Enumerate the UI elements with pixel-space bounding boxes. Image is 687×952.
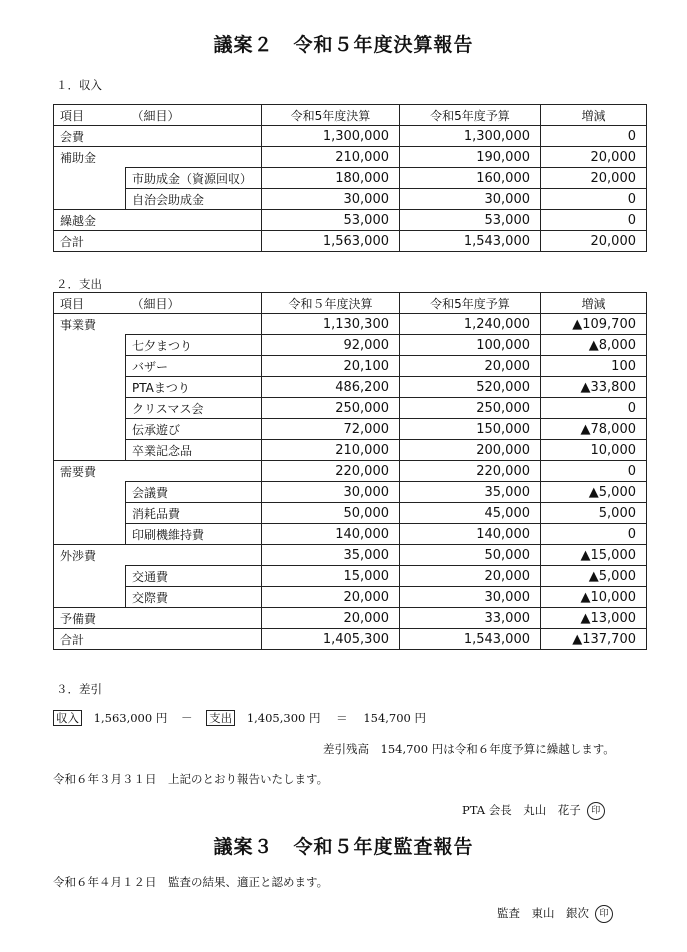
diff-value-cell: 10,000 (541, 440, 647, 461)
budget-value-cell: 30,000 (400, 189, 541, 210)
category-cell (54, 587, 126, 608)
budget-value-cell: 45,000 (400, 503, 541, 524)
category-cell: 合計 (54, 231, 126, 252)
seal-stamp-icon: 印 (587, 802, 605, 820)
table-row (54, 482, 647, 503)
category-cell (54, 482, 126, 503)
expense-header-diff: 増減 (541, 293, 647, 314)
income-header-subitem: （細目） (126, 105, 262, 126)
diff-value-cell: 20,000 (541, 231, 647, 252)
page-title-audit: 議案３ 令和５年度監査報告 (213, 836, 474, 858)
actual-value-cell: 30,000 (262, 482, 400, 503)
budget-value-cell: 200,000 (400, 440, 541, 461)
budget-value-cell: 1,543,000 (400, 231, 541, 252)
diff-value-cell: ▲78,000 (541, 419, 647, 440)
diff-value-cell: ▲13,000 (541, 608, 647, 629)
subitem-cell (126, 461, 262, 482)
subitem-cell (126, 314, 262, 335)
subitem-cell (126, 629, 262, 650)
expense-header-budget: 令和5年度予算 (400, 293, 541, 314)
income-header-item: 項目 (54, 105, 126, 126)
diff-value-cell: 0 (541, 524, 647, 545)
budget-value-cell: 190,000 (400, 147, 541, 168)
budget-value-cell: 520,000 (400, 377, 541, 398)
category-cell: 合計 (54, 629, 126, 650)
actual-value-cell: 210,000 (262, 147, 400, 168)
actual-value-cell: 20,000 (262, 608, 400, 629)
budget-value-cell: 30,000 (400, 587, 541, 608)
subitem-cell: PTAまつり (126, 377, 262, 398)
actual-value-cell: 250,000 (262, 398, 400, 419)
subitem-cell (126, 126, 262, 147)
expense-header-item: 項目 (54, 293, 126, 314)
table-row (54, 168, 647, 189)
subitem-cell (126, 608, 262, 629)
actual-value-cell: 210,000 (262, 440, 400, 461)
actual-value-cell: 53,000 (262, 210, 400, 231)
diff-value-cell: 0 (541, 398, 647, 419)
table-row (54, 629, 647, 650)
expense-header-subitem: （細目） (126, 293, 262, 314)
table-row (54, 377, 647, 398)
diff-value-cell: ▲33,800 (541, 377, 647, 398)
diff-value-cell: 20,000 (541, 168, 647, 189)
table-row (54, 314, 647, 335)
subitem-cell (126, 147, 262, 168)
table-row (54, 440, 647, 461)
income-header-actual: 令和5年度決算 (262, 105, 400, 126)
auditor-signature: 監査 東山 銀次 (497, 906, 589, 920)
table-row (54, 524, 647, 545)
actual-value-cell: 35,000 (262, 545, 400, 566)
section-income-heading: １．収入 (56, 78, 102, 92)
subitem-cell: 会議費 (126, 482, 262, 503)
president-signature-line (462, 802, 605, 820)
expense-header-actual: 令和５年度決算 (262, 293, 400, 314)
table-row (54, 231, 647, 252)
diff-value-cell: 20,000 (541, 147, 647, 168)
expense-table (53, 292, 647, 650)
subitem-cell: クリスマス会 (126, 398, 262, 419)
budget-value-cell: 250,000 (400, 398, 541, 419)
table-row (54, 189, 647, 210)
auditor-signature-line (497, 905, 613, 923)
actual-value-cell: 15,000 (262, 566, 400, 587)
table-row (54, 398, 647, 419)
table-row (54, 335, 647, 356)
diff-value-cell: ▲5,000 (541, 482, 647, 503)
budget-value-cell: 20,000 (400, 566, 541, 587)
actual-value-cell: 486,200 (262, 377, 400, 398)
diff-value-cell: ▲109,700 (541, 314, 647, 335)
table-row (54, 608, 647, 629)
subitem-cell (126, 231, 262, 252)
actual-value-cell: 140,000 (262, 524, 400, 545)
subitem-cell: 伝承遊び (126, 419, 262, 440)
category-cell: 事業費 (54, 314, 126, 335)
actual-value-cell: 1,405,300 (262, 629, 400, 650)
category-cell (54, 524, 126, 545)
subitem-cell: 卒業記念品 (126, 440, 262, 461)
actual-value-cell: 72,000 (262, 419, 400, 440)
subitem-cell: 印刷機維持費 (126, 524, 262, 545)
diff-value-cell: 0 (541, 189, 647, 210)
budget-value-cell: 50,000 (400, 545, 541, 566)
balance-note: 差引残高 154,700 円は令和６年度予算に繰越します。 (323, 742, 615, 756)
category-cell (54, 189, 126, 210)
category-cell: 会費 (54, 126, 126, 147)
subitem-cell: 交際費 (126, 587, 262, 608)
subitem-cell: 消耗品費 (126, 503, 262, 524)
actual-value-cell: 50,000 (262, 503, 400, 524)
income-header-row (54, 105, 647, 126)
balance-calculation (53, 710, 426, 726)
budget-value-cell: 160,000 (400, 168, 541, 189)
seal-stamp-icon: 印 (595, 905, 613, 923)
budget-value-cell: 150,000 (400, 419, 541, 440)
minus-sign: － (181, 711, 193, 725)
category-cell (54, 168, 126, 189)
subitem-cell: 市助成金（資源回収） (126, 168, 262, 189)
category-cell (54, 566, 126, 587)
diff-value-cell: ▲137,700 (541, 629, 647, 650)
table-row (54, 126, 647, 147)
diff-value-cell: 100 (541, 356, 647, 377)
section-expense-heading: ２．支出 (56, 277, 102, 291)
category-cell (54, 398, 126, 419)
table-row (54, 461, 647, 482)
budget-value-cell: 53,000 (400, 210, 541, 231)
actual-value-cell: 20,100 (262, 356, 400, 377)
diff-value-cell: 5,000 (541, 503, 647, 524)
budget-value-cell: 20,000 (400, 356, 541, 377)
subitem-cell (126, 545, 262, 566)
category-cell (54, 335, 126, 356)
table-row (54, 503, 647, 524)
category-cell (54, 503, 126, 524)
president-signature: PTA 会長 丸山 花子 (462, 803, 581, 817)
diff-value-cell: 0 (541, 210, 647, 231)
diff-value-cell: ▲8,000 (541, 335, 647, 356)
balance-result: 154,700 円 (363, 711, 427, 725)
diff-value-cell: ▲5,000 (541, 566, 647, 587)
actual-value-cell: 20,000 (262, 587, 400, 608)
actual-value-cell: 1,130,300 (262, 314, 400, 335)
actual-value-cell: 30,000 (262, 189, 400, 210)
actual-value-cell: 180,000 (262, 168, 400, 189)
income-total: 1,563,000 円 (93, 711, 168, 725)
table-row (54, 147, 647, 168)
expense-label: 支出 (206, 710, 235, 726)
expense-total: 1,405,300 円 (246, 711, 321, 725)
category-cell (54, 356, 126, 377)
diff-value-cell: 0 (541, 126, 647, 147)
budget-value-cell: 140,000 (400, 524, 541, 545)
income-label: 収入 (53, 710, 82, 726)
budget-value-cell: 35,000 (400, 482, 541, 503)
report-date-line: 令和６年３月３１日 上記のとおり報告いたします。 (53, 772, 329, 786)
budget-value-cell: 1,543,000 (400, 629, 541, 650)
budget-value-cell: 100,000 (400, 335, 541, 356)
category-cell: 需要費 (54, 461, 126, 482)
subitem-cell: 交通費 (126, 566, 262, 587)
table-row (54, 419, 647, 440)
actual-value-cell: 1,300,000 (262, 126, 400, 147)
table-row (54, 356, 647, 377)
expense-header-row (54, 293, 647, 314)
category-cell: 補助金 (54, 147, 126, 168)
table-row (54, 545, 647, 566)
audit-line: 令和６年４月１２日 監査の結果、適正と認めます。 (53, 875, 329, 889)
income-header-budget: 令和5年度予算 (400, 105, 541, 126)
subitem-cell: 七夕まつり (126, 335, 262, 356)
category-cell (54, 377, 126, 398)
diff-value-cell: ▲10,000 (541, 587, 647, 608)
category-cell: 繰越金 (54, 210, 126, 231)
table-row (54, 210, 647, 231)
subitem-cell (126, 210, 262, 231)
equals-sign: ＝ (336, 711, 348, 725)
budget-value-cell: 1,300,000 (400, 126, 541, 147)
table-row (54, 566, 647, 587)
actual-value-cell: 92,000 (262, 335, 400, 356)
category-cell (54, 440, 126, 461)
category-cell: 外渉費 (54, 545, 126, 566)
category-cell (54, 419, 126, 440)
income-header-diff: 増減 (541, 105, 647, 126)
diff-value-cell: ▲15,000 (541, 545, 647, 566)
budget-value-cell: 1,240,000 (400, 314, 541, 335)
budget-value-cell: 220,000 (400, 461, 541, 482)
actual-value-cell: 220,000 (262, 461, 400, 482)
page-title-settlement: 議案２ 令和５年度決算報告 (213, 34, 474, 56)
budget-value-cell: 33,000 (400, 608, 541, 629)
diff-value-cell: 0 (541, 461, 647, 482)
section-balance-heading: ３．差引 (56, 682, 102, 696)
table-row (54, 587, 647, 608)
income-table (53, 104, 647, 252)
subitem-cell: 自治会助成金 (126, 189, 262, 210)
category-cell: 予備費 (54, 608, 126, 629)
subitem-cell: バザー (126, 356, 262, 377)
actual-value-cell: 1,563,000 (262, 231, 400, 252)
